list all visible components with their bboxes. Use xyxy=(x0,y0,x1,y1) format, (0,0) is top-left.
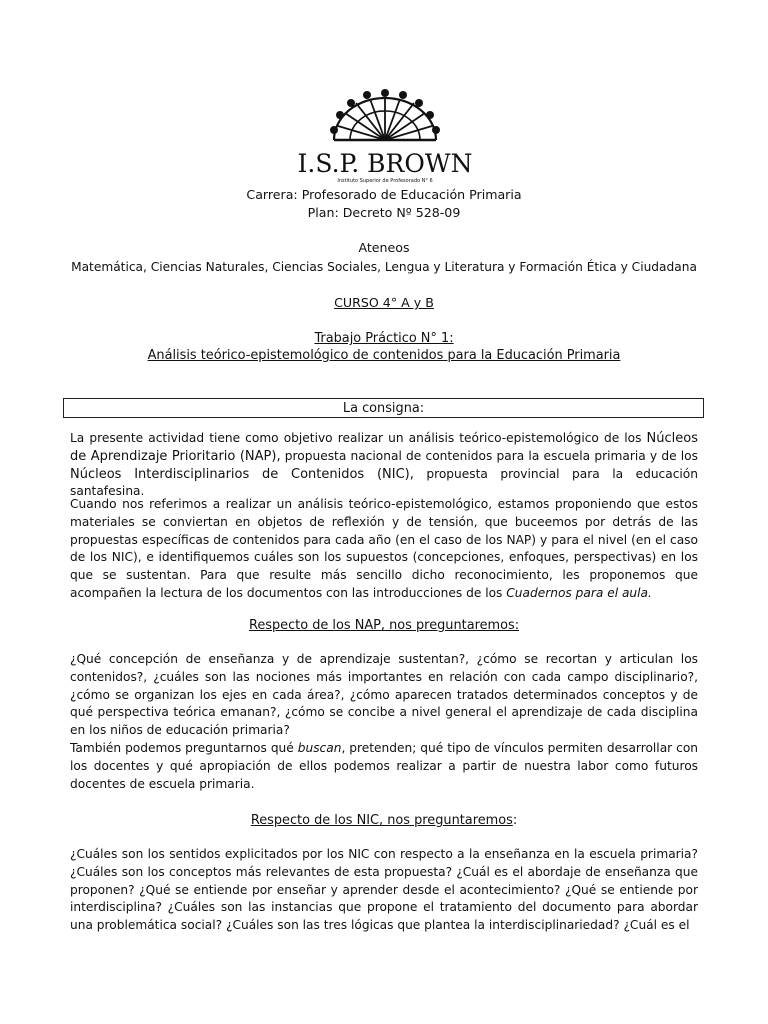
p1-text-a: La presente actividad tiene como objetivo realizar un análisis teórico-epistemológico de los xyxy=(70,431,647,445)
tp-title: Trabajo Práctico N° 1: xyxy=(314,331,454,346)
nic-questions-p1: ¿Cuáles son los sentidos explicitados por los NIC con respecto a la enseñanza en la escuela primaria? ¿Cuáles son los conceptos más relevantes de esta propuesta? ¿Cuál es el abordaje de enseñanza que proponen? ¿Qué se entiende por enseñar y aprender desde el acontecimiento? ¿Qué se entiende por interdisciplina? ¿Cuáles son las instancias que propone el tratamiento del documento para abordar una problemática social? ¿Cuáles son las tres lógicas que plantea la interdisciplinariedad? ¿Cuál es el xyxy=(70,847,698,933)
tp-subtitle: Análisis teórico-epistemológico de contenidos para la Educación Primaria xyxy=(147,348,621,363)
nap-p2-text-a: También podemos preguntarnos qué xyxy=(70,740,298,755)
nic-heading: Respecto de los NIC, nos preguntaremos xyxy=(250,813,513,828)
nap-name: Núcleos de Aprendizaje Prioritario (NAP), xyxy=(70,431,698,464)
nap-questions-p1: ¿Qué concepción de enseñanza y de aprendizaje sustentan?, ¿cómo se recortan y articulan los contenidos?, ¿cuáles son las nociones más importantes en relación con cada campo disciplinario?, ¿cómo se organizan los ejes en cada área?, ¿cómo aparecen tratados determinados conceptos y de qué perspectiva teórica emanan?, ¿cómo se concibe a nivel general el aprendizaje de cada disciplina en los niños de educación primaria? xyxy=(70,652,698,738)
curso-heading: CURSO 4° A y B xyxy=(334,295,434,310)
consigna-box xyxy=(63,398,704,418)
carrera-line xyxy=(0,186,768,204)
nic-name: Núcleos Interdisciplinarios de Contenidos (NIC), xyxy=(70,466,414,482)
nap-questions xyxy=(70,651,698,793)
nap-heading: Respecto de los NAP, nos preguntaremos: xyxy=(248,618,520,633)
intro-paragraph xyxy=(70,430,698,501)
plan-line xyxy=(0,204,768,222)
analysis-paragraph xyxy=(70,496,698,603)
nap-p2-italic: buscan xyxy=(297,740,342,755)
ateneos-subjects: Matemática, Ciencias Naturales, Ciencias Sociales, Lengua y Literatura y Formación Ética y Ciudadana xyxy=(71,260,697,274)
logo-subtitle: Instituto Superior de Profesorado N° 6 xyxy=(337,178,433,184)
nic-heading-colon: : xyxy=(512,813,518,828)
p1-text-b: propuesta nacional de contenidos para la escuela primaria y de los xyxy=(280,448,698,463)
carrera-value: Profesorado de Educación Primaria xyxy=(297,187,522,202)
nic-heading-line xyxy=(0,812,768,830)
p2-text-a: Cuando nos referimos a realizar un análisis teórico-epistemológico, estamos proponiendo que estos materiales se conviertan en objetos de reflexión y de tensión, que buceemos por detrás de las propuestas específicas de contenidos para cada año (en el caso de los NAP) y para el nivel (en el caso de los NIC), e identifiquemos cuáles son los supuestos (concepciones, enfoques, perspectivas) en los que se sustentan. Para que resulte más sencillo dicho reconocimiento, les proponemos que acompañen la lectura de los documentos con las introducciones de los xyxy=(70,497,698,600)
ateneos-title: Ateneos xyxy=(358,240,410,255)
carrera-label: Carrera: xyxy=(246,187,298,202)
p2-italic: Cuadernos para el aula. xyxy=(506,585,652,600)
isp-brown-logo xyxy=(290,86,480,186)
logo-name: I.S.P. BROWN xyxy=(297,149,473,178)
plan-value: Decreto Nº 528-09 xyxy=(338,205,461,220)
nic-questions xyxy=(70,846,698,935)
nap-p2-text-b: , pretenden; qué tipo de vínculos permiten desarrollar con los docentes y qué apropiación de ellos podemos realizar a partir de nuestra labor como futuros docentes de escuela primaria. xyxy=(70,740,699,791)
sunburst-logo-icon xyxy=(290,86,480,186)
plan-label: Plan: xyxy=(307,205,339,220)
p1-text-c: propuesta provincial para la educación santafesina. xyxy=(70,466,698,499)
consigna-title: La consigna: xyxy=(342,401,425,416)
nap-questions-p2 xyxy=(70,740,698,793)
